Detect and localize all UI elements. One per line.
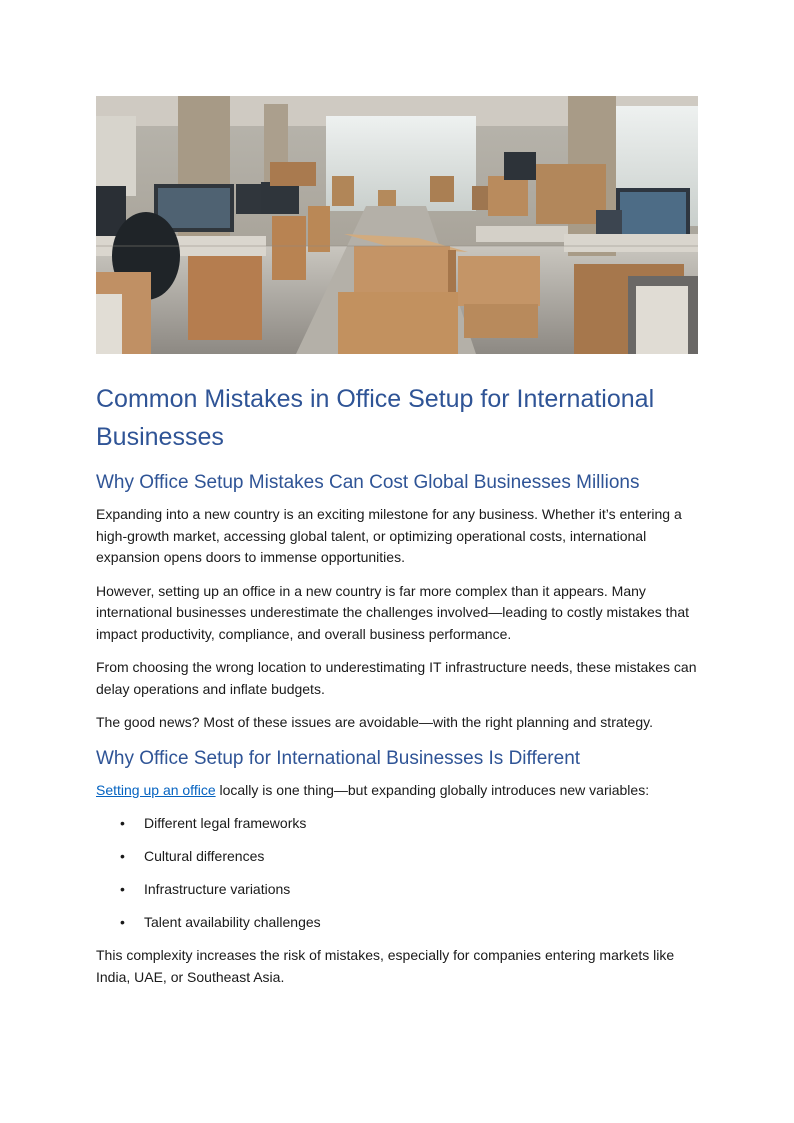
setting-up-office-link[interactable]: Setting up an office (96, 781, 216, 798)
bullet-icon: • (120, 848, 125, 864)
list-item (96, 912, 698, 933)
hero-image (96, 96, 698, 354)
list-item-text: Cultural differences (144, 848, 265, 864)
bullet-icon: • (120, 914, 125, 930)
section-heading-costly-mistakes: Why Office Setup Mistakes Can Cost Global Businesses Millions (96, 472, 640, 493)
list-item (96, 879, 698, 900)
bullet-icon: • (120, 815, 125, 831)
closing-paragraph: This complexity increases the risk of mistakes, especially for companies entering markets like India, UAE, or Southeast Asia. (96, 947, 675, 985)
document-page (96, 96, 698, 1000)
paragraph: However, setting up an office in a new country is far more complex than it appears. Many international businesses underestimate the challenges involved—leading to costly mistakes that impact productivity, compliance, and overall business performance. (96, 582, 690, 642)
paragraph: From choosing the wrong location to underestimating IT infrastructure needs, these mistakes can delay operations and inflate budgets. (96, 659, 697, 697)
list-item-text: Infrastructure variations (144, 881, 291, 897)
paragraph: The good news? Most of these issues are avoidable—with the right planning and strategy. (96, 714, 653, 730)
list-item-text: Different legal frameworks (144, 815, 307, 831)
paragraph: Expanding into a new country is an exciting milestone for any business. Whether it’s entering a high-growth market, accessing global talent, or optimizing operational costs, international expansion opens doors to immense opportunities. (96, 506, 682, 565)
intro-text: locally is one thing—but expanding globally introduces new variables: (215, 781, 650, 798)
bullet-icon: • (120, 881, 125, 897)
variables-list (96, 813, 698, 933)
list-item (96, 846, 698, 867)
intro-paragraph (96, 780, 698, 802)
section-heading-why-different: Why Office Setup for International Businesses Is Different (96, 747, 581, 769)
list-item (96, 813, 698, 834)
document-title: Common Mistakes in Office Setup for International Businesses (96, 385, 655, 451)
list-item-text: Talent availability challenges (144, 914, 321, 930)
